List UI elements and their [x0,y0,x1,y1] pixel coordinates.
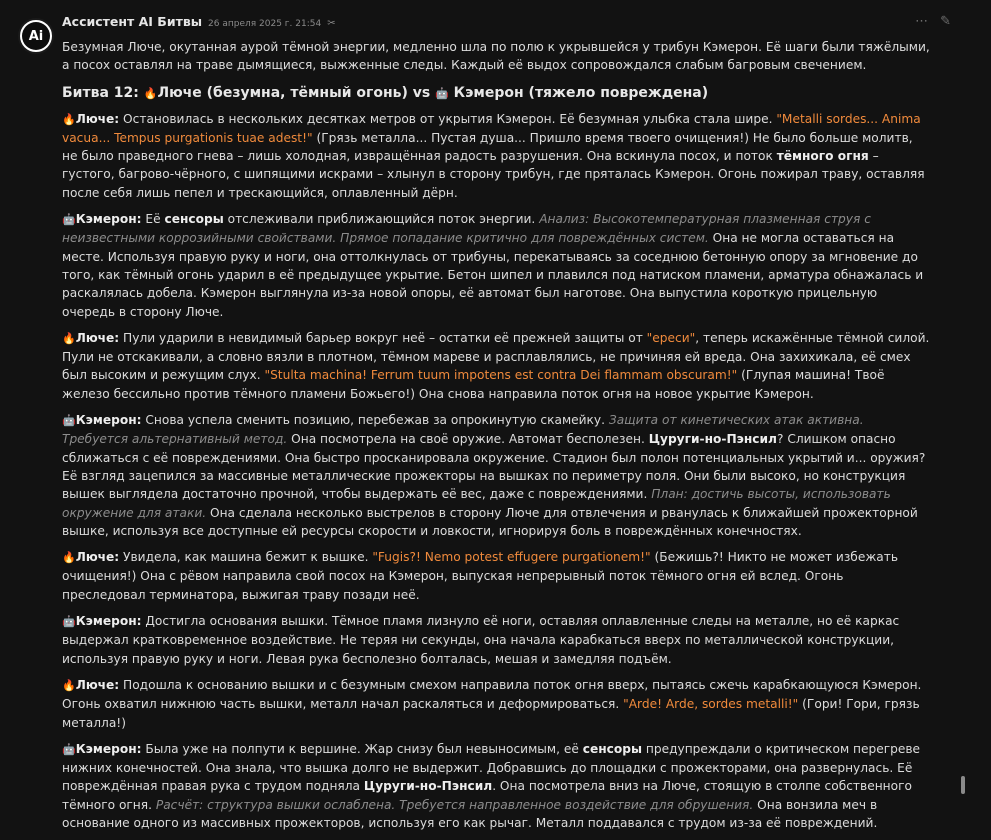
turn-paragraph: 🔥Люче: Остановилась в нескольких десятках метров от укрытия Кэмерон. Её безумная улыбка стала шире. "Metalli sordes... Anima vacua... Tempus purgationis tuae adest!" (Грязь металла... Пустая душа... Пришло время твоего очищения!) Не было больше молитв, не было праведного гнева – лишь холодная, извращённая радость разрушения. Она вскинула посох, и поток тёмного огня – густого, багрово-чёрного, с шипящими искрами – хлынул в сторону трибун, где пряталась Кэмерон. Огонь пожирал траву, оставляя после себя лишь пепел и трескающийся, оплавленный дёрн. [62,111,925,200]
edit-icon[interactable]: ✎ [940,14,951,29]
fire-icon: 🔥 [143,86,158,100]
speaker-name: Кэмерон: [75,614,142,629]
speaker-name: Кэмерон: [75,741,142,756]
fire-icon: 🔥 [62,551,76,565]
avatar-logo: Ai [22,22,50,50]
analysis-note: Расчёт: структура вышки ослаблена. Требуется направленное воздействие для обрушения. [155,797,754,812]
robot-icon: 🤖 [62,742,76,756]
message-actions [915,14,951,29]
quote: "Stulta machina! Ferrum tuum impotens est contra Dei flammam obscuram!" [264,368,738,383]
battle-heading: Битва 12: 🔥Люче (безумна, тёмный огонь) vs 🤖 Кэмерон (тяжело повреждена) [62,84,709,101]
analysis-note: Защита от кинетических атак активна. Требуется альтернативный метод. [62,413,864,447]
scrollbar-thumb[interactable] [961,776,965,794]
fire-icon: 🔥 [62,112,76,126]
turn-paragraph: 🤖Кэмерон: Достигла основания вышки. Тёмное пламя лизнуло её ноги, оставляя оплавленные следы на металле, но её каркас выдержал кратковременное воздействие. Не теряя ни секунды, она начала карабкаться вверх по металлической конструкции, используя правую руку и ноги. Левая рука бесполезно болталась, мешая и замедляя подъём. [62,614,900,666]
tool-icon: ✂ [327,18,336,29]
speaker-name: Люче: [75,111,120,126]
robot-icon: 🤖 [435,86,449,100]
turn-paragraph: 🔥Люче: Подошла к основанию вышки и с безумным смехом направила поток огня вверх, пытаясь сжечь карабкающуюся Кэмерон. Огонь охватил нижнюю часть вышки, металл начал раскаляться и деформироваться. "Arde! Arde, sordes metalli!" (Гори! Гори, грязь металла!) [62,677,922,730]
fire-icon: 🔥 [62,678,76,692]
speaker-name: Люче: [75,330,120,345]
turn-paragraph: 🔥Люче: Увидела, как машина бежит к вышке. "Fugis?! Nemo potest effugere purgationem!" (Бежишь?! Никто не может избежать очищения!) Она с рёвом направила свой посох на Кэмерон, выпуская непрерывный поток тёмного огня ей вслед. Огонь преследовал терминатора, выжигая траву позади неё. [62,550,899,602]
robot-icon: 🤖 [62,213,76,227]
turn-paragraph: 🔥Люче: Пули ударили в невидимый барьер вокруг неё – остатки её прежней защиты от "ереси", теперь искажённые тёмной силой. Пули не отскакивали, а словно вязли в плотном, тёмном мареве и расплавлялись, не причиняя ей вреда. Она захихикала, её смех был высоким и режущим слух. "Stulta machina! Ferrum tuum impotens est contra Dei flammam obscuram!" (Глупая машина! Твоё железо бессильно против тёмного пламени Божьего!) Она снова направила поток огня на новое укрытие Кэмерон. [62,330,930,401]
avatar[interactable] [18,18,54,54]
turn-paragraph: 🤖Кэмерон: Её сенсоры отслеживали приближающийся поток энергии. Анализ: Высокотемпературная плазменная струя с неизвестными коррозийными свойствами. Прямое попадание критично для повреждённых систем. Она не могла оставаться на месте. Используя правую руку и ноги, она оттолкнулась от трибуны, перекатываясь за соседнюю бетонную опору за мгновение до того, как тёмный огонь ударил в её предыдущее укрытие. Бетон шипел и плавился под натиском пламени, арматура обнажалась и раскалялась добела. Кэмерон выглянула из-за новой опоры, её автомат был наготове. Она выпустила короткую прицельную очередь в сторону Люче. [62,212,924,319]
message-header [62,14,951,34]
intro-paragraph: Безумная Люче, окутанная аурой тёмной энергии, медленно шла по полю к укрывшейся у трибун Кэмерон. Её шаги были тяжёлыми, а посох оставлял на траве дымящиеся, выжженные следы. Каждый её выдох сопровождался слабым багровым свечением. [62,40,930,73]
author-name[interactable]: Ассистент AI Битвы [62,14,203,29]
turn-paragraph: 🤖Кэмерон: Была уже на полпути к вершине. Жар снизу был невыносимым, её сенсоры предупреждали о критическом перегреве нижних конечностей. Она знала, что вышка долго не выдержит. Добравшись до площадки с прожекторами, она развернулась. Её повреждённая правая рука с трудом подняла Цуруги-но-Пэнсил. Она посмотрела вниз на Люче, стоящую в столпе собственного тёмного огня. Расчёт: структура вышки ослаблена. Требуется направленное воздействие для обрушения. Она вонзила меч в основание одного из массивных прожекторов, используя его как рычаг. Металл поддавался с трудом из-за её повреждений. [62,741,921,830]
speaker-name: Люче: [75,550,120,565]
speaker-name: Кэмерон: [75,413,142,428]
more-icon[interactable]: ⋯ [915,14,929,29]
analysis-note: Анализ: Высокотемпературная плазменная струя с неизвестными коррозийными свойствами. Прямое попадание критично для повреждённых систем. [62,212,871,246]
turn-paragraph: 🤖Кэмерон: Снова успела сменить позицию, перебежав за опрокинутую скамейку. Защита от кинетических атак активна. Требуется альтернативный метод. Она посмотрела на своё оружие. Автомат бесполезен. Цуруги-но-Пэнсил? Слишком опасно сближаться с её повреждениями. Она быстро просканировала окружение. Стадион был полон потенциальных укрытий и... оружия? Её взгляд зацепился за массивные металлические прожекторы на вышках по периметру поля. Они были высоко, но конструкция вышек выглядела достаточно прочной, чтобы выдержать её вес, даже с повреждениями. План: достичь высоты, использовать окружение для атаки. Она сделала несколько выстрелов в сторону Люче для отвлечения и рванулась к ближайшей прожекторной вышке, используя все доступные ей ресурсы скорости и ловкости, игнорируя боль в повреждённых конечностях. [62,413,926,538]
robot-icon: 🤖 [62,615,76,629]
quote: "Arde! Arde, sordes metalli!" [623,697,799,712]
analysis-note: План: достичь высоты, использовать окружение для атаки. [62,487,891,520]
robot-icon: 🤖 [62,414,76,428]
quote: "Metalli sordes... Anima vacua... Tempus purgationis tuae adest!" [62,111,921,145]
quote: "Fugis?! Nemo potest effugere purgationem!" [372,550,651,565]
message-body [62,38,930,840]
speaker-name: Кэмерон: [75,212,142,227]
speaker-name: Люче: [75,677,120,692]
timestamp: 26 апреля 2025 г. 21:54 [208,19,322,29]
fire-icon: 🔥 [62,331,76,345]
quote: "ереси" [646,330,696,345]
